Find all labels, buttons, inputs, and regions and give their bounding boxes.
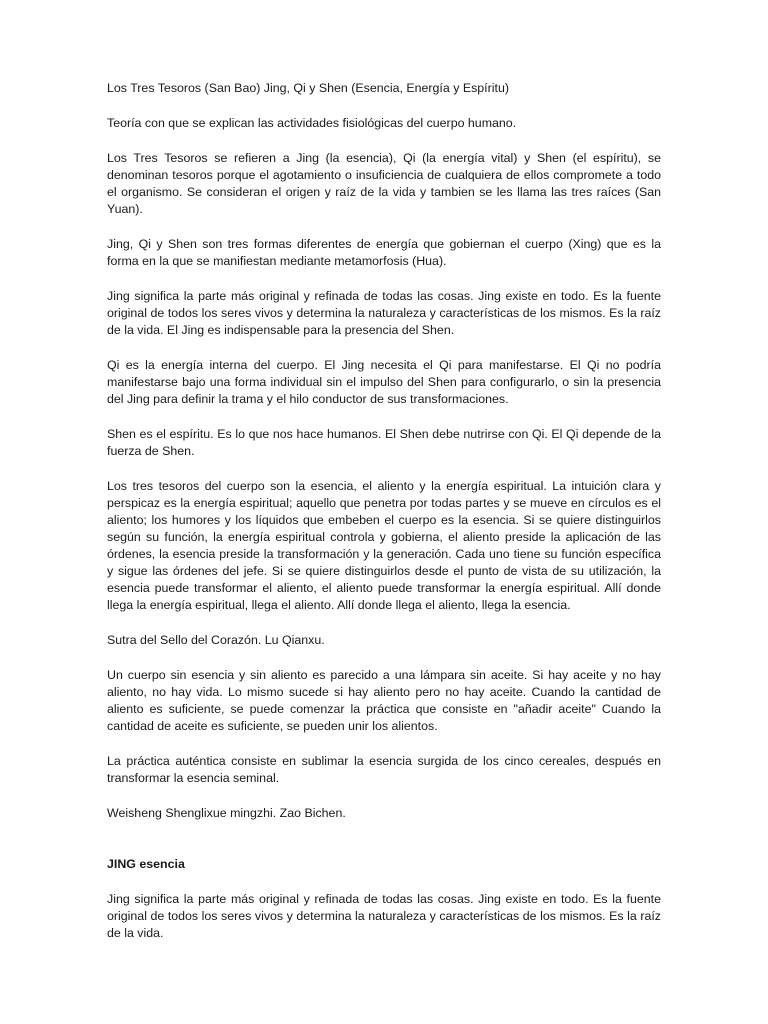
paragraph-qi: Qi es la energía interna del cuerpo. El Jing necesita el Qi para manifestarse. El Qi no podría manifestarse bajo una forma individual sin el impulso del Shen para configurarlo, o sin la presencia del Jing para definir la trama y el hilo conductor de sus transformaciones. [107,358,661,406]
paragraph-formas-energia: Jing, Qi y Shen son tres formas diferentes de energía que gobiernan el cuerpo (Xing) que es la forma en la que se manifiestan mediante metamorfosis (Hua). [107,237,661,268]
paragraph-tres-tesoros: Los Tres Tesoros se refieren a Jing (la esencia), Qi (la energía vital) y Shen (el espíritu), se denominan tesoros porque el agotamiento o insuficiencia de cualquiera de ellos compromete a todo el organismo. Se consideran el origen y raíz de la vida y tambien se les llama las tres raíces (San Yuan). [107,151,661,216]
paragraph-tres-tesoros-cuerpo: Los tres tesoros del cuerpo son la esencia, el aliento y la energía espiritual. La intuición clara y perspicaz es la energía espiritual; aquello que penetra por todas partes y se mueve en círculos es el aliento; los humores y los líquidos que embeben el cuerpo es la esencia. Si se quiere distinguirlos según su función, la energía espiritual controla y gobierna, el aliento preside la aplicación de las órdenes, la esencia preside la transformación y la generación. Cada uno tiene su función específica y sigue las órdenes del jefe. Si se quiere distinguirlos desde el punto de vista de su utilización, la esencia puede transformar el aliento, el aliento puede transformar la energía espiritual. Allí donde llega la energía espiritual, llega el aliento. Allí donde llega el aliento, llega la esencia. [107,479,661,612]
paragraph-lampara: Un cuerpo sin esencia y sin aliento es parecido a una lámpara sin aceite. Si hay aceite y no hay aliento, no hay vida. Lo mismo sucede si hay aliento pero no hay aceite. Cuando la cantidad de aliento es suficiente, se puede comenzar la práctica que consiste en "añadir aceite" Cuando la cantidad de aceite es suficiente, se pueden unir los alientos. [107,668,661,733]
paragraph-jing-esencia: Jing significa la parte más original y refinada de todas las cosas. Jing existe en todo. Es la fuente original de todos los seres vivos y determina la naturaleza y características de los mismos. Es la raíz de la vida. [107,892,661,940]
document-title: Los Tres Tesoros (San Bao) Jing, Qi y Shen (Esencia, Energía y Espíritu) [107,81,509,95]
paragraph-shen: Shen es el espíritu. Es lo que nos hace humanos. El Shen debe nutrirse con Qi. El Qi depende de la fuerza de Shen. [107,427,661,458]
paragraph-practica: La práctica auténtica consiste en sublimar la esencia surgida de los cinco cereales, después en transformar la esencia seminal. [107,754,661,785]
citation-weisheng: Weisheng Shenglixue mingzhi. Zao Bichen. [107,806,346,820]
citation-sutra: Sutra del Sello del Corazón. Lu Qianxu. [107,633,325,647]
document-page [107,80,661,960]
paragraph-jing: Jing significa la parte más original y refinada de todas las cosas. Jing existe en todo. Es la fuente original de todos los seres vivos y determina la naturaleza y características de los mismos. Es la raíz de la vida. El Jing es indispensable para la presencia del Shen. [107,289,661,337]
section-heading-jing: JING esencia [107,857,185,871]
document-subtitle: Teoría con que se explican las actividades fisiológicas del cuerpo humano. [107,116,517,130]
